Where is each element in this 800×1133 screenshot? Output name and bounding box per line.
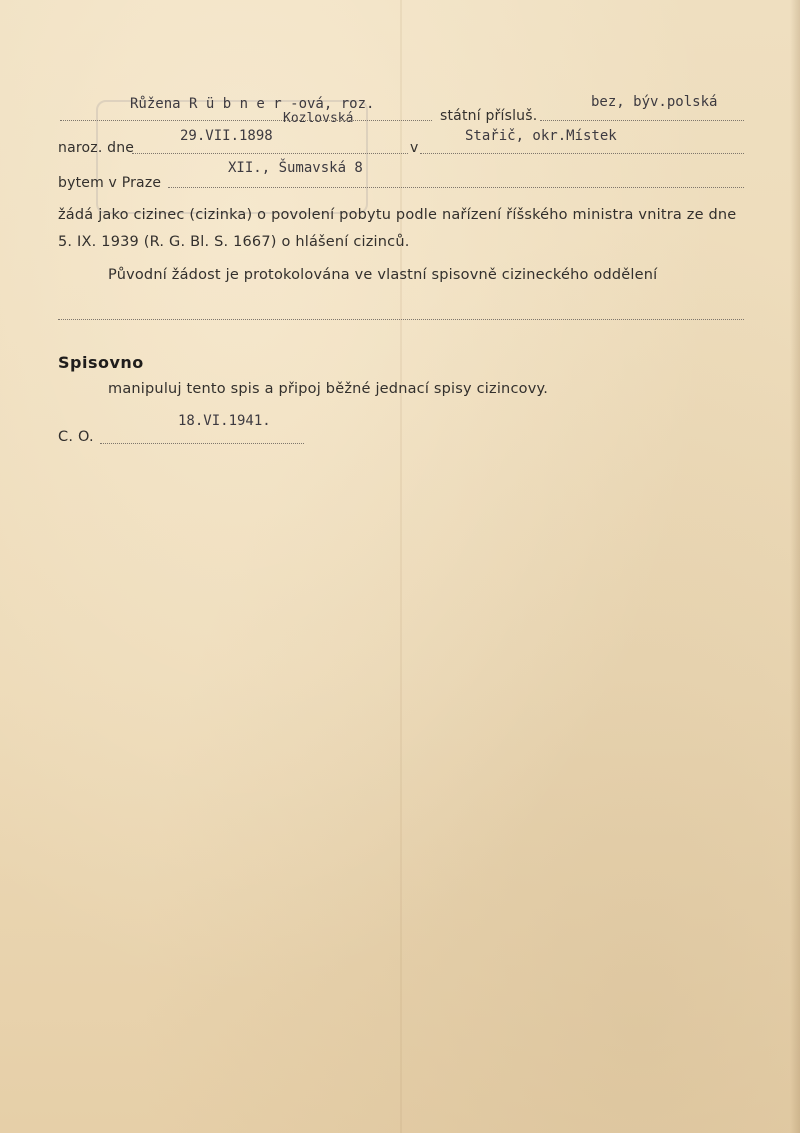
body-line-1: žádá jako cizinec (cizinka) o povolení pobytu podle nařízení říšského ministra vnitra ze dne [58, 207, 737, 223]
dotted-line-date [132, 153, 408, 154]
typed-address: XII., Šumavská 8 [228, 160, 363, 176]
label-in: v [410, 140, 419, 156]
dotted-line-name [60, 120, 432, 121]
section-heading: Spisovno [58, 353, 144, 372]
dotted-line-citizenship [540, 120, 744, 121]
paper-fold [400, 0, 402, 1133]
section-instruction: manipuluj tento spis a připoj běžné jednací spisy cizincovy. [108, 381, 548, 397]
typed-birth-date: 29.VII.1898 [180, 128, 273, 144]
label-resides-prague: bytem v Praze [58, 175, 162, 191]
body-line-2: 5. IX. 1939 (R. G. Bl. S. 1667) o hlášení cizinců. [58, 234, 410, 250]
typed-maiden-name: Kozlovská [283, 111, 354, 126]
label-co: C. O. [58, 429, 94, 445]
typed-birth-place: Stařič, okr.Místek [465, 128, 617, 144]
dotted-line-co [100, 443, 304, 444]
label-born-on: naroz. dne [58, 140, 135, 156]
typed-name: Růžena R ü b n e r -ová, roz. [130, 96, 375, 112]
dotted-line-place [420, 153, 744, 154]
body-line-3: Původní žádost je protokolována ve vlastní spisovně cizineckého oddělení [108, 267, 658, 283]
dotted-line-address [168, 187, 744, 188]
typed-file-date: 18.VI.1941. [178, 413, 271, 429]
dotted-separator [58, 319, 744, 320]
label-citizenship: státní přísluš. [440, 108, 538, 124]
paper-edge-shadow [790, 0, 800, 1133]
typed-citizenship: bez, býv.polská [591, 94, 718, 110]
